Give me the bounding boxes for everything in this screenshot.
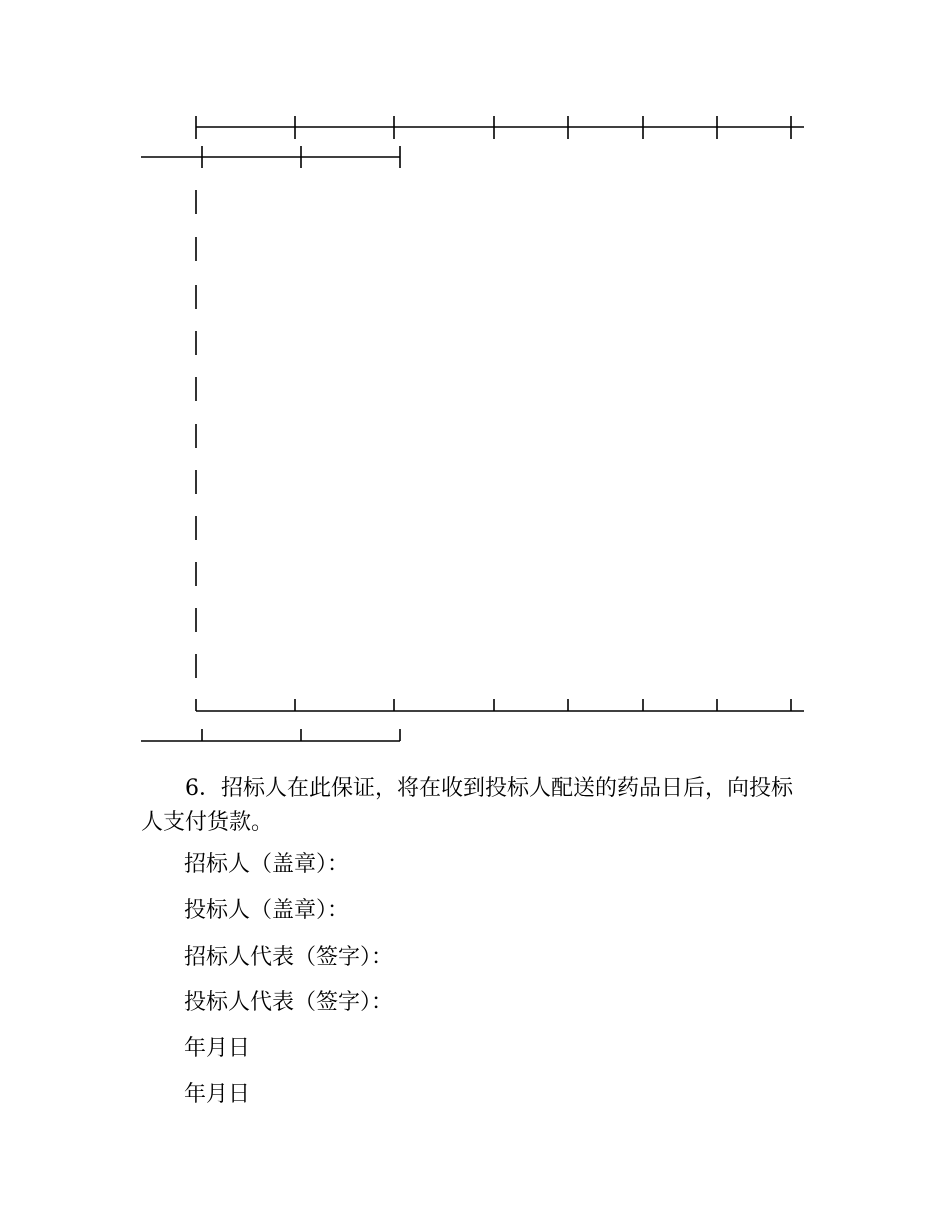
tenderer-representative-signature-label: 招标人代表（签字）： [184, 945, 394, 970]
date-line-2: 年月日 [184, 1082, 251, 1107]
bidder-seal-label: 投标人（盖章）： [184, 898, 350, 923]
date-line-1: 年月日 [184, 1036, 251, 1061]
bidder-representative-signature-label: 投标人代表（签字）： [184, 990, 394, 1015]
tenderer-seal-label: 招标人（盖章）： [184, 852, 350, 877]
payment-clause: 6．招标人在此保证，将在收到投标人配送的药品日后，向投标人支付货款。 [141, 776, 793, 835]
